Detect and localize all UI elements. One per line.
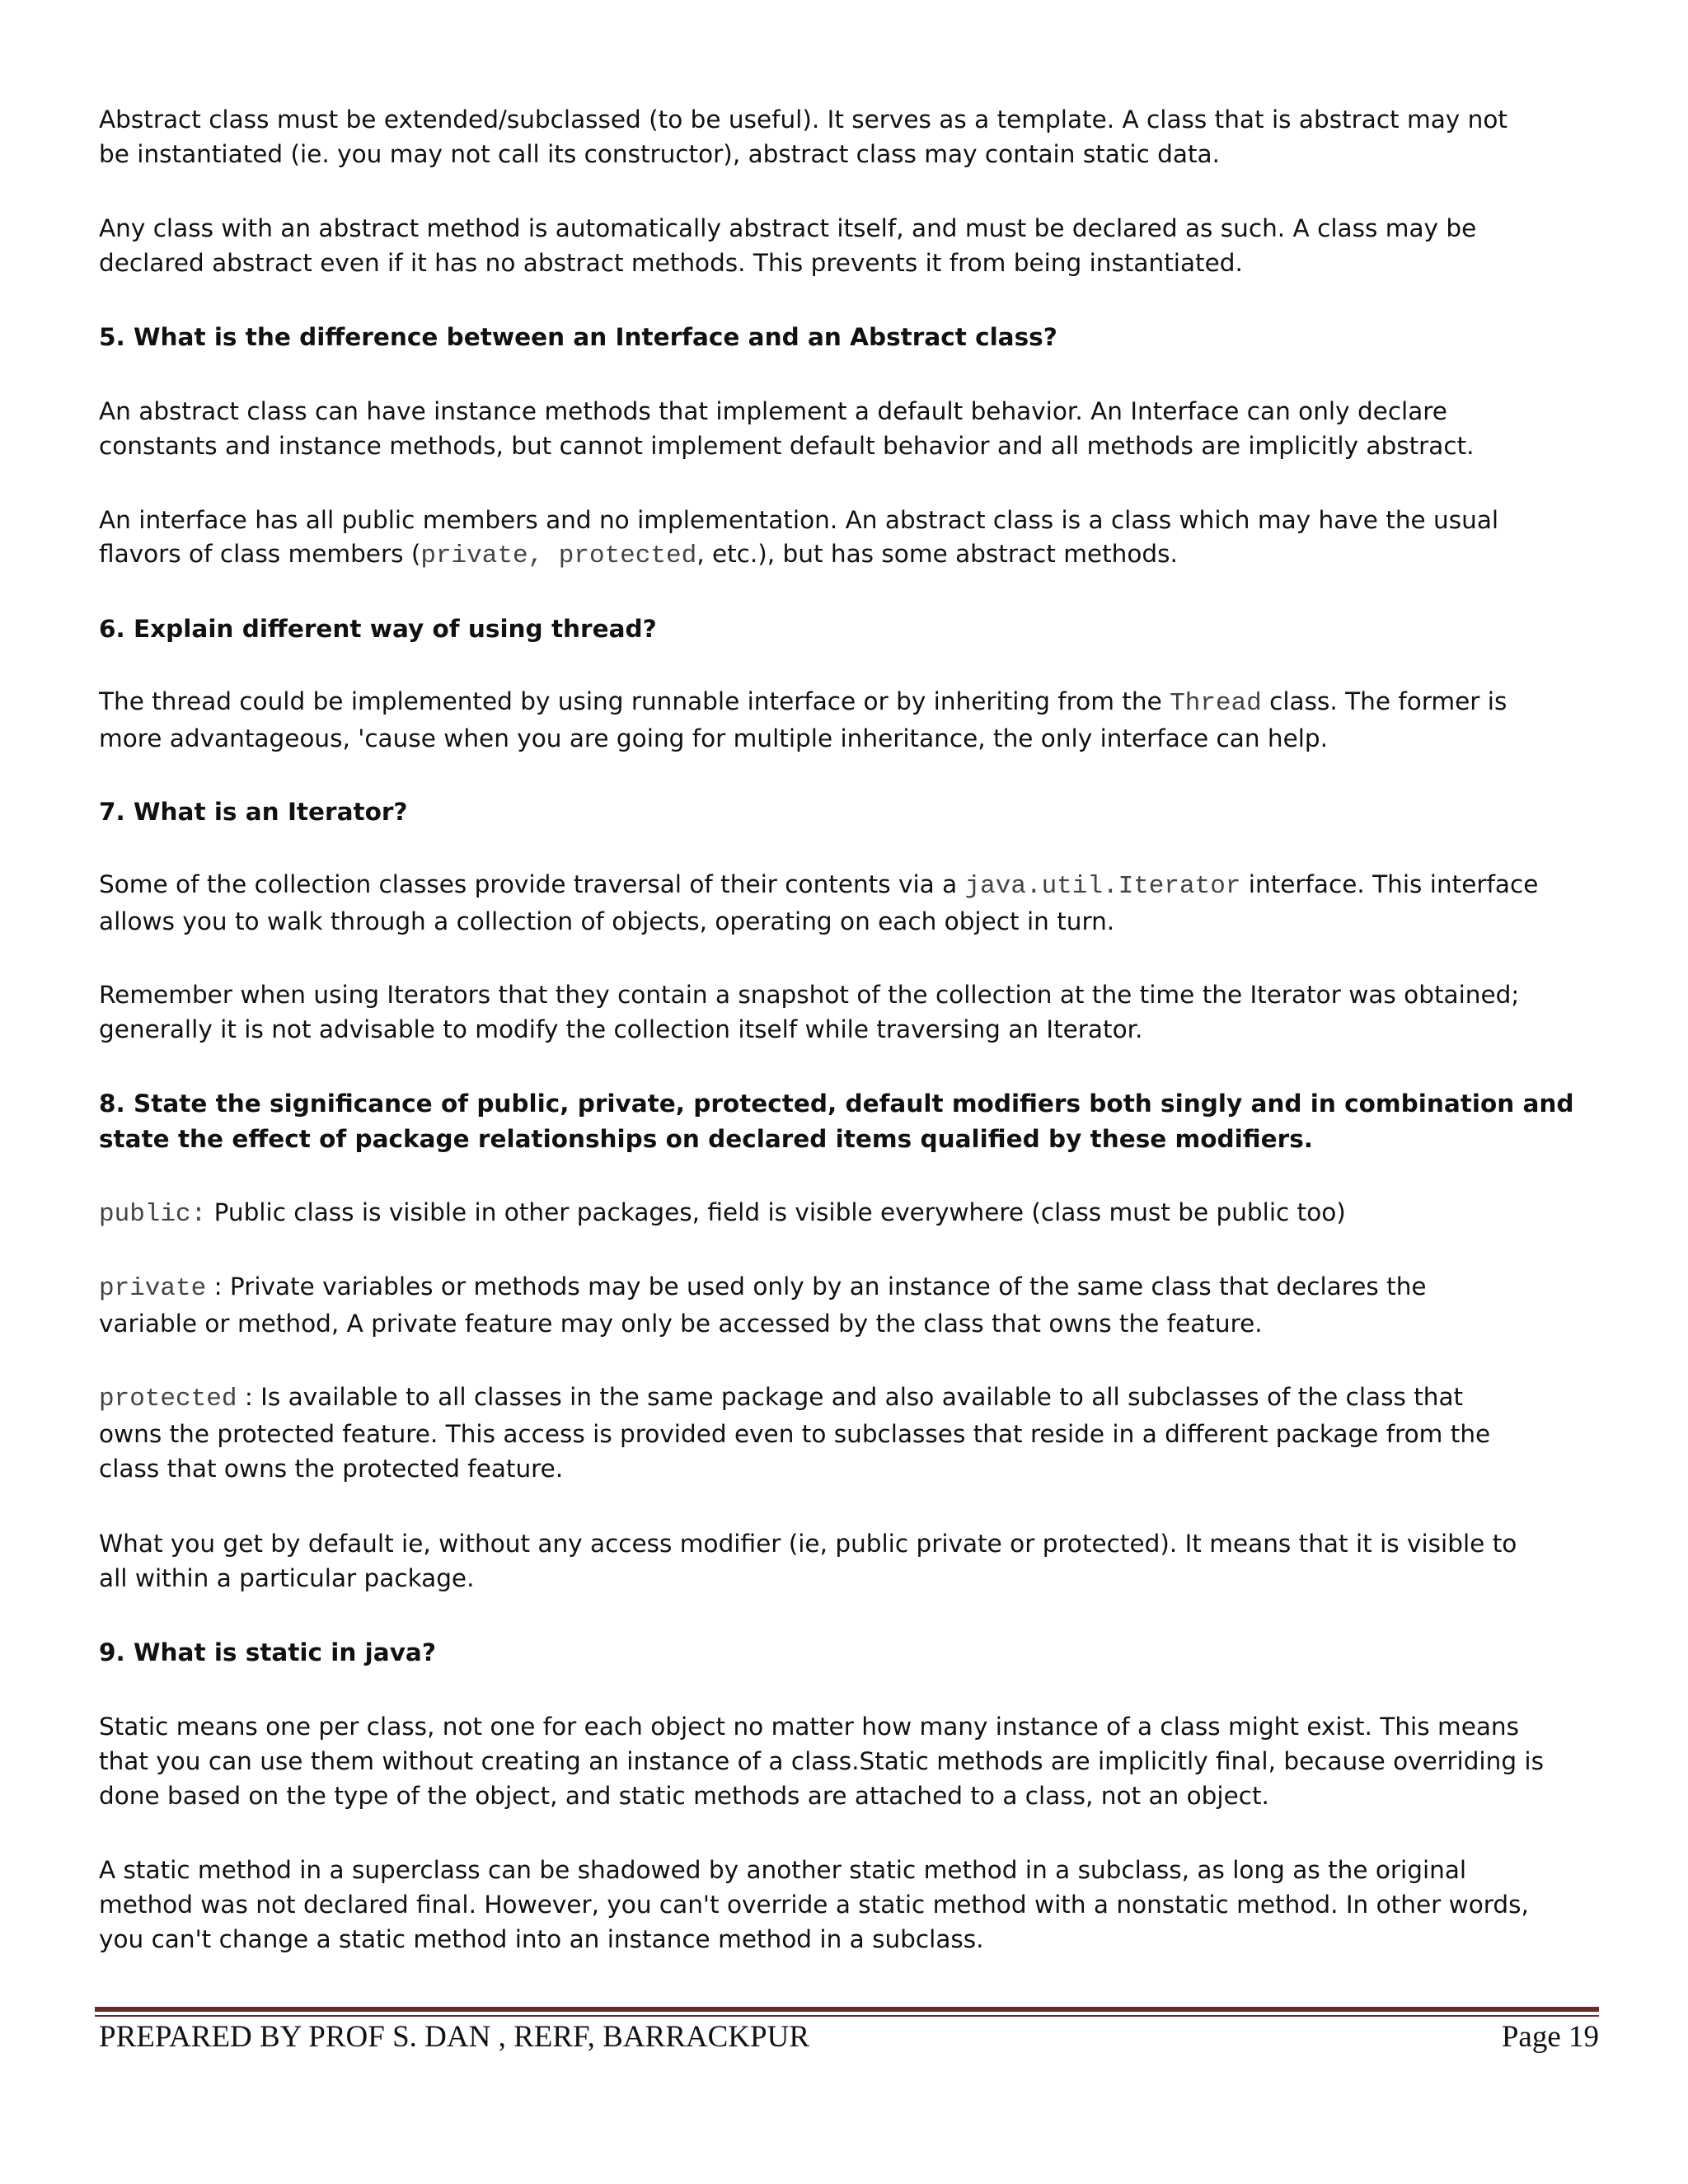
- paragraph-line: more advantageous, 'cause when you are going for multiple inheritance, the only interface can help.: [99, 724, 1329, 752]
- paragraph-line: Any class with an abstract method is automatically abstract itself, and must be declared as such. A class may be: [99, 214, 1477, 242]
- paragraph-line: What you get by default ie, without any access modifier (ie, public private or protected). It means that it is visible to: [99, 1530, 1517, 1558]
- paragraph-line: all within a particular package.: [99, 1564, 475, 1592]
- paragraph-line: [99, 537, 1178, 574]
- paragraph-line: generally it is not advisable to modify the collection itself while traversing an Iterator.: [99, 1015, 1143, 1043]
- paragraph-line: declared abstract even if it has no abstract methods. This prevents it from being instantiated.: [99, 249, 1243, 277]
- paragraph-line: variable or method, A private feature may only be accessed by the class that owns the feature.: [99, 1310, 1263, 1338]
- paragraph-line: [99, 503, 1498, 537]
- code-span: private: [99, 1274, 207, 1303]
- paragraph-line: Remember when using Iterators that they contain a snapshot of the collection at the time the Iterator was obtained;: [99, 981, 1520, 1009]
- code-span: protected: [99, 1385, 237, 1413]
- text-span: : Is available to all classes in the same package and also available to all subclasses of the class that: [237, 1383, 1464, 1411]
- text-span: Some of the collection classes provide traversal of their contents via a: [99, 870, 965, 898]
- text-span: : Private variables or methods may be used only by an instance of the same class that declares the: [206, 1272, 1427, 1301]
- text-span: interface. This interface: [1240, 870, 1539, 898]
- text-span: The thread could be implemented by using runnable interface or by inheriting from the: [99, 687, 1170, 715]
- paragraph-line: [99, 684, 1507, 721]
- question-heading-7: 7. What is an Iterator?: [99, 798, 408, 826]
- text-span: An interface has all public members and no implementation. An abstract class is a class which may have the usual: [99, 506, 1499, 534]
- paragraph-line: A static method in a superclass can be shadowed by another static method in a subclass, as long as the original: [99, 1856, 1467, 1884]
- paragraph-line: [99, 867, 1538, 904]
- text-span: class. The former is: [1261, 687, 1507, 715]
- text-span: flavors of class members (: [99, 540, 421, 568]
- paragraph-line: [99, 1269, 1427, 1306]
- paragraph-line: An abstract class can have instance methods that implement a default behavior. An Interface can only declare: [99, 397, 1447, 425]
- paragraph-line: [99, 1380, 1463, 1417]
- code-span: public:: [99, 1200, 207, 1229]
- question-heading-6: 6. Explain different way of using thread?: [99, 615, 657, 643]
- paragraph-line: owns the protected feature. This access is provided even to subclasses that reside in a different package from the: [99, 1420, 1491, 1448]
- paragraph-line: Static means one per class, not one for each object no matter how many instance of a class might exist. This means: [99, 1713, 1519, 1741]
- text-span: Public class is visible in other packages, field is visible everywhere (class must be public too): [206, 1198, 1346, 1226]
- paragraph-line: that you can use them without creating an instance of a class.Static methods are implicitly final, because overriding is: [99, 1747, 1544, 1775]
- text-span: , etc.), but has some abstract methods.: [696, 540, 1178, 568]
- paragraph-line: Abstract class must be extended/subclassed (to be useful). It serves as a template. A class that is abstract may not: [99, 105, 1507, 134]
- code-span: Thread: [1170, 689, 1262, 718]
- question-heading-9: 9. What is static in java?: [99, 1638, 436, 1666]
- footer-author: PREPARED BY PROF S. DAN , RERF, BARRACKPUR: [99, 2020, 810, 2054]
- paragraph-line: be instantiated (ie. you may not call its constructor), abstract class may contain static data.: [99, 140, 1221, 168]
- question-heading-5: 5. What is the difference between an Interface and an Abstract class?: [99, 323, 1057, 351]
- footer-divider-thick: [95, 2007, 1599, 2012]
- paragraph-line: allows you to walk through a collection of objects, operating on each object in turn.: [99, 907, 1115, 935]
- footer-divider-thin: [95, 2015, 1599, 2017]
- footer-page-number: Page 19: [1501, 2020, 1599, 2054]
- code-span: private, protected: [420, 541, 697, 570]
- paragraph-line: done based on the type of the object, and static methods are attached to a class, not an object.: [99, 1782, 1269, 1810]
- question-heading-8-cont: state the effect of package relationships on declared items qualified by these modifiers.: [99, 1125, 1313, 1153]
- paragraph-line: you can't change a static method into an instance method in a subclass.: [99, 1925, 984, 1953]
- code-span: java.util.Iterator: [964, 872, 1241, 901]
- paragraph-line: constants and instance methods, but cannot implement default behavior and all methods are implicitly abstract.: [99, 432, 1475, 460]
- question-heading-8: 8. State the significance of public, private, protected, default modifiers both singly and in combination and: [99, 1090, 1574, 1118]
- paragraph-line: class that owns the protected feature.: [99, 1455, 564, 1483]
- paragraph-line: method was not declared final. However, you can't override a static method with a nonstatic method. In other words,: [99, 1891, 1529, 1919]
- paragraph-line: [99, 1195, 1346, 1232]
